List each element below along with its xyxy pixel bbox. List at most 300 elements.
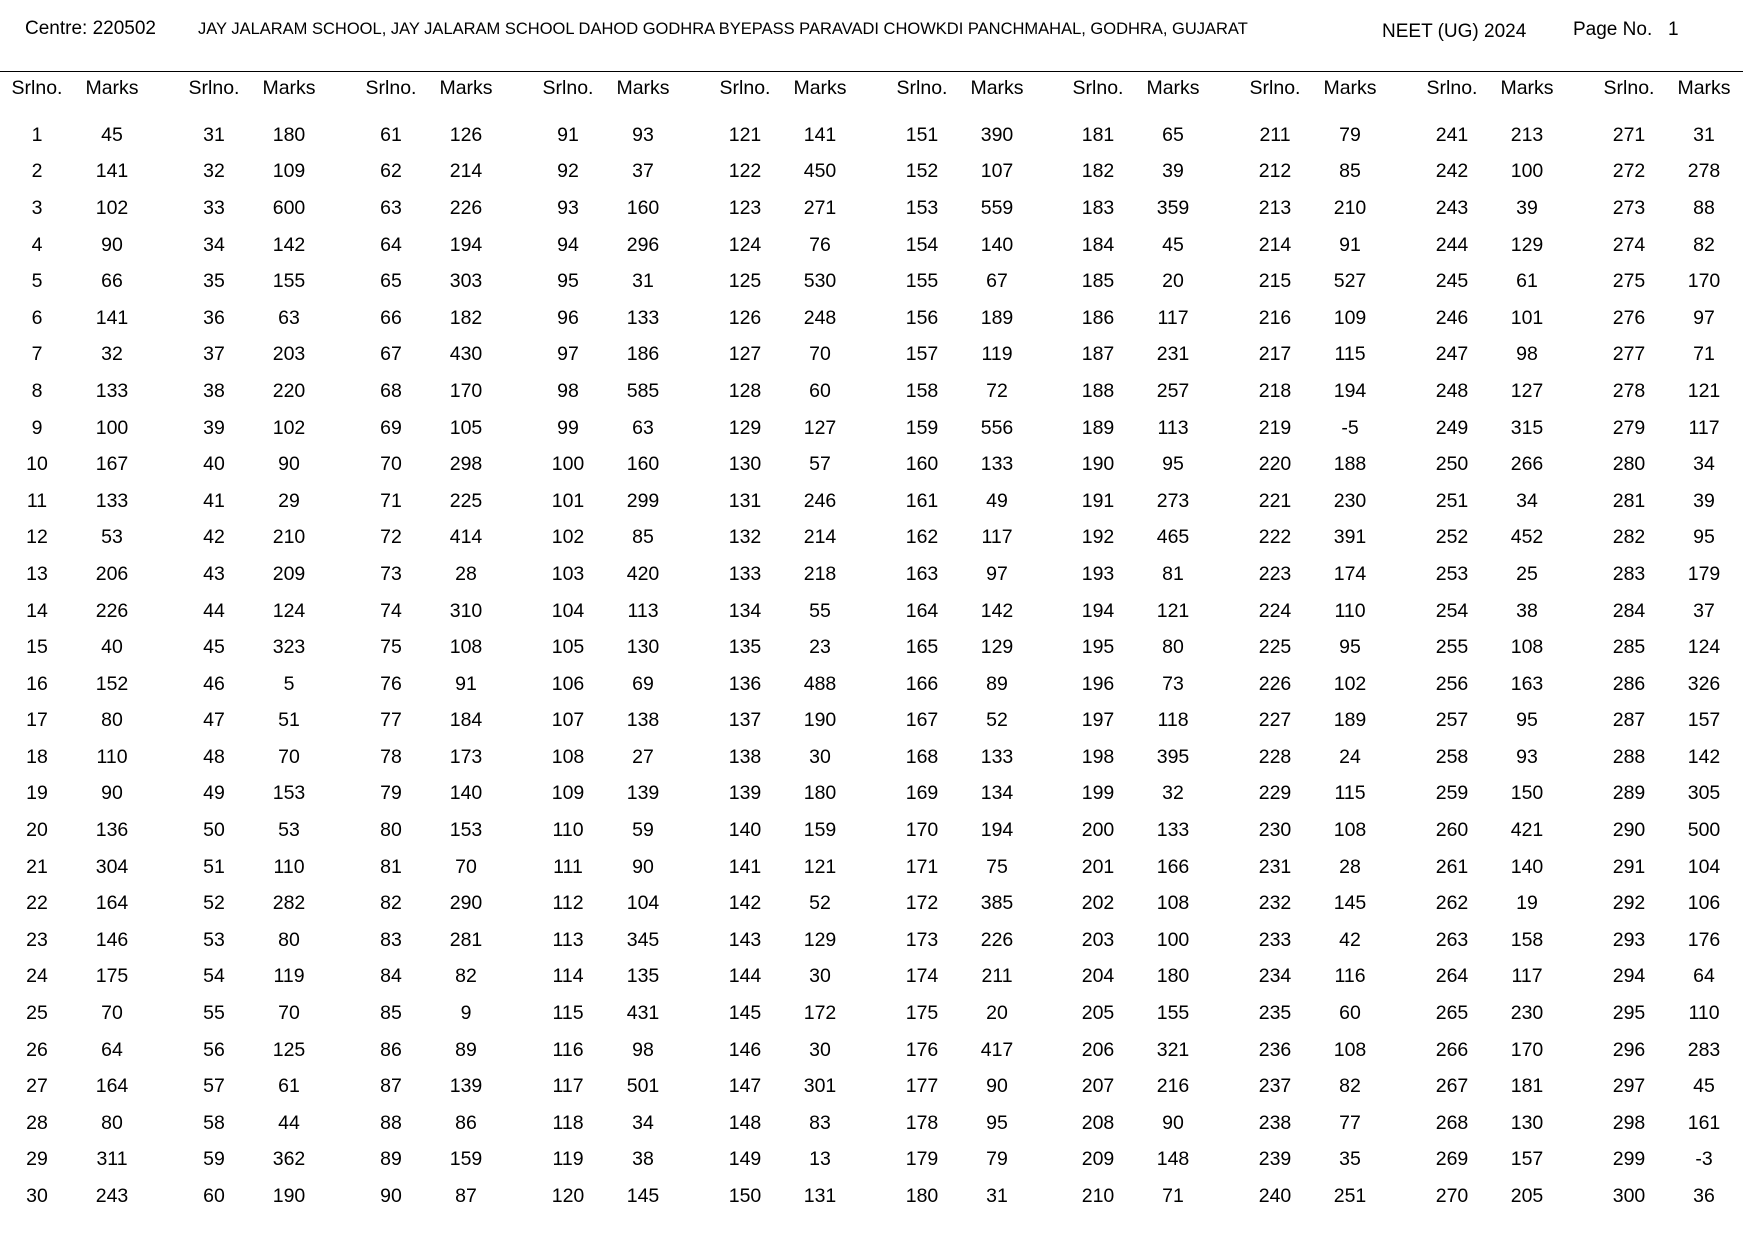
serial-number: 112: [552, 892, 584, 915]
table-row: [711, 483, 871, 520]
header-divider: [0, 71, 1743, 72]
marks-value: 131: [803, 1185, 837, 1208]
marks-value: 140: [980, 233, 1014, 256]
table-row: [1595, 1105, 1755, 1142]
serial-number: 27: [26, 1075, 48, 1098]
marks-value: 530: [803, 270, 837, 293]
table-row: [1064, 776, 1224, 813]
serial-number: 293: [1612, 928, 1646, 951]
serial-number: 117: [552, 1075, 584, 1098]
marks-value: 91: [1339, 233, 1361, 256]
column-header-row: [3, 76, 163, 100]
serial-number: 56: [203, 1038, 225, 1061]
marks-value: 203: [272, 343, 306, 366]
marks-value: 5: [283, 672, 295, 695]
table-row: [1241, 520, 1401, 557]
serial-number: 71: [380, 489, 402, 512]
serial-number: 136: [728, 672, 762, 695]
marks-value: 121: [1156, 599, 1190, 622]
serial-number: 22: [26, 892, 48, 915]
serial-number: 200: [1081, 819, 1115, 842]
table-row: [534, 849, 694, 886]
marks-value: 129: [803, 928, 837, 951]
marks-value: 226: [449, 196, 483, 219]
marks-value: 115: [1334, 343, 1366, 366]
table-row: [3, 849, 163, 886]
serial-number: 21: [26, 855, 48, 878]
serial-number: 277: [1612, 343, 1646, 366]
table-row: [357, 703, 517, 740]
table-row: [534, 629, 694, 666]
marks-value: 527: [1333, 270, 1367, 293]
serial-number: 237: [1258, 1075, 1292, 1098]
marks-value: 108: [1333, 1038, 1367, 1061]
marks-value: 32: [1162, 782, 1184, 805]
marks-value: 129: [1510, 233, 1544, 256]
serial-number: 218: [1258, 379, 1292, 402]
table-row: [888, 154, 1048, 191]
table-row: [3, 154, 163, 191]
marks-value: 179: [1687, 562, 1721, 585]
serial-number: 205: [1081, 1002, 1115, 1025]
marks-value: 251: [1333, 1185, 1367, 1208]
serial-number: 4: [31, 233, 43, 256]
table-row: [1595, 190, 1755, 227]
marks-value: 157: [1510, 1148, 1544, 1171]
table-row: [1064, 666, 1224, 703]
marks-value: 139: [449, 1075, 483, 1098]
serial-number: 232: [1258, 892, 1292, 915]
marks-value: 271: [803, 196, 837, 219]
serial-number: 278: [1612, 379, 1646, 402]
table-row: [888, 1142, 1048, 1179]
marks-value: 142: [1687, 745, 1721, 768]
serial-number: 23: [26, 928, 48, 951]
table-row: [711, 776, 871, 813]
srlno-header: Srlno.: [365, 77, 417, 99]
serial-number: 246: [1435, 306, 1469, 329]
table-row: [1064, 1032, 1224, 1069]
table-row: [1241, 483, 1401, 520]
table-row: [3, 263, 163, 300]
marks-value: 146: [95, 928, 129, 951]
serial-number: 203: [1081, 928, 1115, 951]
column-group: [1064, 76, 1224, 1215]
marks-value: 39: [1162, 160, 1184, 183]
table-row: [357, 520, 517, 557]
serial-number: 231: [1258, 855, 1292, 878]
serial-number: 122: [728, 160, 762, 183]
marks-value: 45: [1693, 1075, 1715, 1098]
srlno-header: Srlno.: [188, 77, 240, 99]
marks-value: 172: [803, 1002, 837, 1025]
serial-number: 140: [728, 819, 762, 842]
serial-number: 151: [905, 123, 939, 146]
serial-number: 215: [1258, 270, 1292, 293]
table-row: [3, 1142, 163, 1179]
serial-number: 68: [380, 379, 402, 402]
serial-number: 259: [1435, 782, 1469, 805]
serial-number: 121: [728, 123, 762, 146]
table-row: [1418, 1032, 1578, 1069]
table-row: [534, 666, 694, 703]
marks-value: 189: [1333, 709, 1367, 732]
serial-number: 270: [1435, 1185, 1469, 1208]
marks-value: 281: [449, 928, 483, 951]
table-row: [357, 227, 517, 264]
marks-value: 127: [1510, 379, 1544, 402]
marks-value: 157: [1687, 709, 1721, 732]
table-row: [711, 703, 871, 740]
serial-number: 280: [1612, 453, 1646, 476]
table-row: [888, 849, 1048, 886]
table-row: [534, 776, 694, 813]
table-row: [534, 739, 694, 776]
table-row: [1418, 959, 1578, 996]
marks-value: 64: [101, 1038, 123, 1061]
table-row: [888, 300, 1048, 337]
table-row: [711, 666, 871, 703]
table-row: [1418, 922, 1578, 959]
serial-number: 20: [26, 819, 48, 842]
serial-number: 40: [203, 453, 225, 476]
serial-number: 214: [1258, 233, 1292, 256]
marks-value: 190: [803, 709, 837, 732]
table-row: [711, 1178, 871, 1215]
table-row: [1595, 922, 1755, 959]
serial-number: 34: [203, 233, 225, 256]
serial-number: 41: [203, 489, 225, 512]
marks-value: 118: [1157, 709, 1189, 732]
serial-number: 77: [380, 709, 402, 732]
marks-value: 45: [1162, 233, 1184, 256]
marks-value: 95: [1516, 709, 1538, 732]
serial-number: 240: [1258, 1185, 1292, 1208]
table-row: [357, 1032, 517, 1069]
table-row: [180, 337, 340, 374]
serial-number: 103: [551, 562, 585, 585]
serial-number: 44: [203, 599, 225, 622]
marks-value: 102: [95, 196, 129, 219]
serial-number: 289: [1612, 782, 1646, 805]
table-row: [534, 300, 694, 337]
marks-value: 117: [1688, 416, 1720, 439]
marks-value: 315: [1510, 416, 1544, 439]
table-row: [180, 117, 340, 154]
srlno-header: Srlno.: [1426, 77, 1478, 99]
marks-value: 345: [626, 928, 660, 951]
table-row: [1241, 593, 1401, 630]
serial-number: 63: [380, 196, 402, 219]
serial-number: 54: [203, 965, 225, 988]
table-row: [180, 922, 340, 959]
serial-number: 210: [1081, 1185, 1115, 1208]
serial-number: 145: [728, 1002, 762, 1025]
serial-number: 104: [551, 599, 585, 622]
marks-value: 135: [626, 965, 660, 988]
marks-value: 24: [1339, 745, 1361, 768]
table-row: [888, 373, 1048, 410]
marks-value: 91: [455, 672, 477, 695]
marks-value: 133: [95, 379, 129, 402]
serial-number: 135: [728, 636, 762, 659]
table-row: [711, 849, 871, 886]
serial-number: 126: [728, 306, 762, 329]
table-row: [1064, 1068, 1224, 1105]
table-row: [3, 1068, 163, 1105]
serial-number: 66: [380, 306, 402, 329]
serial-number: 184: [1081, 233, 1115, 256]
table-row: [711, 1068, 871, 1105]
table-row: [1064, 483, 1224, 520]
marks-value: 174: [1333, 562, 1367, 585]
marks-value: 77: [1339, 1111, 1361, 1134]
table-row: [1595, 812, 1755, 849]
marks-value: 184: [449, 709, 483, 732]
table-row: [3, 1178, 163, 1215]
table-row: [1595, 959, 1755, 996]
serial-number: 9: [31, 416, 43, 439]
column-group: [711, 76, 871, 1215]
marks-value: 175: [95, 965, 129, 988]
marks-value: 108: [1156, 892, 1190, 915]
table-row: [3, 703, 163, 740]
serial-number: 298: [1612, 1111, 1646, 1134]
serial-number: 13: [26, 562, 48, 585]
marks-value: 243: [95, 1185, 129, 1208]
serial-number: 177: [905, 1075, 939, 1098]
marks-value: 559: [980, 196, 1014, 219]
serial-number: 102: [551, 526, 585, 549]
table-row: [1418, 776, 1578, 813]
marks-value: 108: [449, 636, 483, 659]
serial-number: 284: [1612, 599, 1646, 622]
table-row: [3, 373, 163, 410]
marks-value: 278: [1687, 160, 1721, 183]
table-row: [357, 483, 517, 520]
marks-value: 79: [1339, 123, 1361, 146]
table-row: [1595, 629, 1755, 666]
serial-number: 14: [26, 599, 48, 622]
serial-number: 148: [728, 1111, 762, 1134]
serial-number: 108: [551, 745, 585, 768]
marks-value: 248: [803, 306, 837, 329]
marks-value: 101: [1510, 306, 1544, 329]
table-row: [180, 776, 340, 813]
marks-value: 296: [626, 233, 660, 256]
marks-value: 19: [1516, 892, 1538, 915]
serial-number: 43: [203, 562, 225, 585]
marks-value: 216: [1156, 1075, 1190, 1098]
column-group: [357, 76, 517, 1215]
marks-value: 180: [803, 782, 837, 805]
marks-value: 63: [632, 416, 654, 439]
serial-number: 253: [1435, 562, 1469, 585]
serial-number: 249: [1435, 416, 1469, 439]
marks-value: 102: [272, 416, 306, 439]
table-row: [534, 885, 694, 922]
marks-value: 310: [449, 599, 483, 622]
table-row: [180, 959, 340, 996]
srlno-header: Srlno.: [1603, 77, 1655, 99]
table-row: [1241, 922, 1401, 959]
table-row: [1064, 812, 1224, 849]
table-row: [1241, 1105, 1401, 1142]
table-row: [888, 1068, 1048, 1105]
table-row: [357, 885, 517, 922]
serial-number: 172: [905, 892, 939, 915]
marks-value: 273: [1156, 489, 1190, 512]
table-row: [1064, 446, 1224, 483]
serial-number: 285: [1612, 636, 1646, 659]
serial-number: 230: [1258, 819, 1292, 842]
serial-number: 188: [1081, 379, 1115, 402]
serial-number: 51: [203, 855, 225, 878]
table-row: [357, 556, 517, 593]
marks-value: 170: [449, 379, 483, 402]
serial-number: 105: [551, 636, 585, 659]
serial-number: 24: [26, 965, 48, 988]
marks-value: 304: [95, 855, 129, 878]
serial-number: 176: [905, 1038, 939, 1061]
table-row: [1064, 885, 1224, 922]
marks-value: 395: [1156, 745, 1190, 768]
serial-number: 248: [1435, 379, 1469, 402]
serial-number: 161: [905, 489, 939, 512]
column-header-row: [357, 76, 517, 100]
table-row: [1064, 1178, 1224, 1215]
marks-value: 52: [809, 892, 831, 915]
table-row: [711, 885, 871, 922]
serial-number: 75: [380, 636, 402, 659]
serial-number: 16: [26, 672, 48, 695]
marks-value: 97: [986, 562, 1008, 585]
marks-value: 64: [1693, 965, 1715, 988]
marks-value: 72: [986, 379, 1008, 402]
table-row: [1241, 1032, 1401, 1069]
serial-number: 250: [1435, 453, 1469, 476]
table-row: [3, 1105, 163, 1142]
serial-number: 99: [557, 416, 579, 439]
serial-number: 96: [557, 306, 579, 329]
marks-value: 89: [455, 1038, 477, 1061]
table-row: [180, 410, 340, 447]
serial-number: 86: [380, 1038, 402, 1061]
serial-number: 223: [1258, 562, 1292, 585]
serial-number: 114: [552, 965, 584, 988]
marks-value: 28: [455, 562, 477, 585]
marks-value: 121: [803, 855, 837, 878]
marks-value: 80: [278, 928, 300, 951]
serial-number: 271: [1612, 123, 1646, 146]
serial-number: 113: [552, 928, 584, 951]
serial-number: 123: [728, 196, 762, 219]
table-row: [888, 1032, 1048, 1069]
table-row: [3, 666, 163, 703]
marks-value: 95: [1162, 453, 1184, 476]
serial-number: 269: [1435, 1148, 1469, 1171]
table-row: [1064, 959, 1224, 996]
serial-number: 245: [1435, 270, 1469, 293]
serial-number: 208: [1081, 1111, 1115, 1134]
serial-number: 97: [557, 343, 579, 366]
marks-value: 127: [803, 416, 837, 439]
table-row: [711, 263, 871, 300]
serial-number: 48: [203, 745, 225, 768]
marks-value: 226: [980, 928, 1014, 951]
serial-number: 276: [1612, 306, 1646, 329]
table-row: [888, 263, 1048, 300]
serial-number: 85: [380, 1002, 402, 1025]
table-row: [1595, 263, 1755, 300]
marks-value: 465: [1156, 526, 1190, 549]
table-row: [711, 154, 871, 191]
marks-value: 70: [101, 1002, 123, 1025]
marks-value: 45: [101, 123, 123, 146]
table-row: [357, 812, 517, 849]
table-row: [1418, 666, 1578, 703]
serial-number: 33: [203, 196, 225, 219]
marks-value: 90: [278, 453, 300, 476]
column-group: [888, 76, 1048, 1215]
table-row: [711, 922, 871, 959]
table-row: [1418, 1068, 1578, 1105]
table-row: [888, 556, 1048, 593]
marks-value: 160: [626, 453, 660, 476]
table-row: [888, 666, 1048, 703]
table-row: [1418, 703, 1578, 740]
serial-number: 98: [557, 379, 579, 402]
marks-value: 107: [980, 160, 1014, 183]
marks-value: 87: [455, 1185, 477, 1208]
serial-number: 144: [728, 965, 762, 988]
serial-number: 15: [26, 636, 48, 659]
serial-number: 169: [905, 782, 939, 805]
serial-number: 193: [1081, 562, 1115, 585]
table-row: [180, 483, 340, 520]
marks-header: Marks: [439, 77, 493, 99]
serial-number: 182: [1081, 160, 1115, 183]
serial-number: 158: [905, 379, 939, 402]
table-row: [1418, 263, 1578, 300]
table-row: [1064, 1142, 1224, 1179]
serial-number: 73: [380, 562, 402, 585]
marks-value: 27: [632, 745, 654, 768]
serial-number: 32: [203, 160, 225, 183]
table-row: [1064, 556, 1224, 593]
marks-value: 282: [272, 892, 306, 915]
marks-value: 556: [980, 416, 1014, 439]
serial-number: 139: [728, 782, 762, 805]
marks-value: 145: [626, 1185, 660, 1208]
serial-number: 228: [1258, 745, 1292, 768]
serial-number: 206: [1081, 1038, 1115, 1061]
serial-number: 229: [1258, 782, 1292, 805]
marks-value: 100: [95, 416, 129, 439]
serial-number: 217: [1258, 343, 1292, 366]
marks-value: 106: [1687, 892, 1721, 915]
serial-number: 61: [380, 123, 402, 146]
table-row: [357, 446, 517, 483]
marks-value: 37: [1693, 599, 1715, 622]
serial-number: 53: [203, 928, 225, 951]
table-row: [711, 227, 871, 264]
serial-number: 198: [1081, 745, 1115, 768]
column-group: [1418, 76, 1578, 1215]
marks-value: 119: [981, 343, 1013, 366]
table-row: [357, 739, 517, 776]
serial-number: 74: [380, 599, 402, 622]
